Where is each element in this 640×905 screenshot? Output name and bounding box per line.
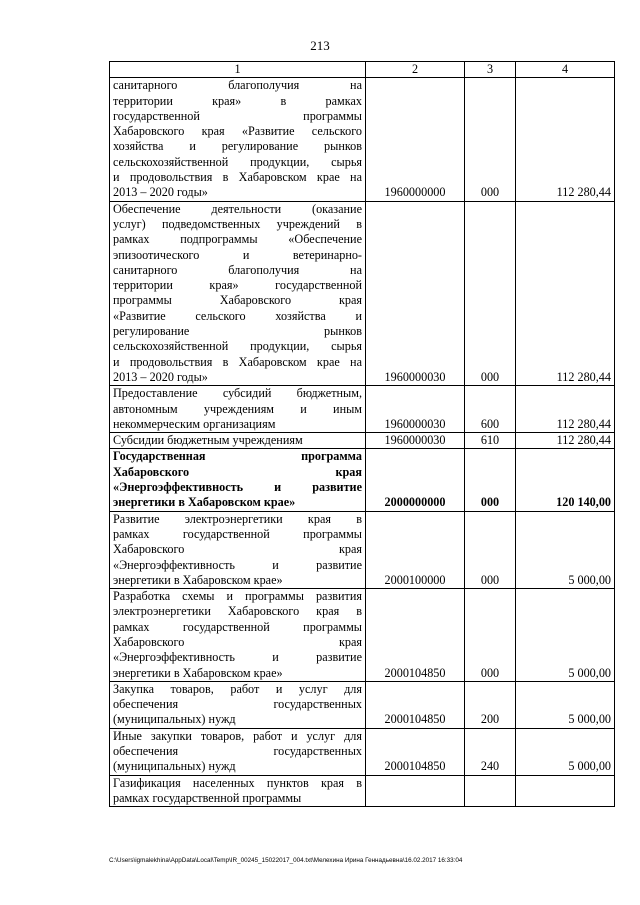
description-line: автономным учреждениям и иным: [113, 401, 362, 416]
row-code: 2000104850: [366, 589, 465, 682]
description-line: 2013 – 2020 годы»: [113, 369, 208, 384]
row-code: [366, 775, 465, 807]
description-line: «Энергоэффективность и развитие: [113, 480, 362, 495]
description-line: обеспечения государственных: [113, 697, 362, 712]
row-code: 1960000030: [366, 433, 465, 449]
table-row: [110, 775, 615, 807]
row-description: [110, 78, 366, 201]
row-amount: 112 280,44: [516, 201, 615, 386]
description-line: Газификация населенных пунктов края в: [113, 775, 362, 790]
table-row: [110, 589, 615, 682]
row-group: 000: [465, 201, 516, 386]
description-line: санитарного благополучия на: [113, 262, 362, 277]
description-line: сельскохозяйственной продукции, сырья: [113, 154, 362, 169]
row-group: 610: [465, 433, 516, 449]
table-row: [110, 201, 615, 386]
row-amount: 5 000,00: [516, 681, 615, 728]
row-code: 2000104850: [366, 681, 465, 728]
row-amount: 5 000,00: [516, 511, 615, 588]
row-description: [110, 386, 366, 433]
description-line: санитарного благополучия на: [113, 78, 362, 93]
row-code: 2000000000: [366, 449, 465, 511]
description-line: Хабаровского края: [113, 542, 362, 557]
description-line: регулирование рынков: [113, 324, 362, 339]
row-description: [110, 511, 366, 588]
description-line: и продовольствия в Хабаровском крае на: [113, 170, 362, 185]
description-line: Субсидии бюджетным учреждениям: [113, 433, 303, 448]
description-line: энергетики в Хабаровском крае»: [113, 495, 296, 510]
description-line: Закупка товаров, работ и услуг для: [113, 681, 362, 696]
file-path-footer: C:\Users\igmalekhina\AppData\Local\Temp\IR_00245_15022017_004.txt\Мелехина Ирина Геннадьевна\16.02.2017 16:33:04: [109, 857, 463, 864]
row-description: [110, 681, 366, 728]
row-amount: 112 280,44: [516, 386, 615, 433]
row-code: 2000104850: [366, 728, 465, 775]
description-line: Хабаровского края: [113, 464, 362, 479]
description-line: Иные закупки товаров, работ и услуг для: [113, 728, 362, 743]
row-group: 200: [465, 681, 516, 728]
description-line: «Энергоэффективность и развитие: [113, 650, 362, 665]
row-code: 2000100000: [366, 511, 465, 588]
description-line: территории края» в рамках: [113, 93, 362, 108]
table-body: [110, 78, 615, 807]
row-amount: 5 000,00: [516, 589, 615, 682]
description-line: электроэнергетики Хабаровского края в: [113, 604, 362, 619]
description-line: сельскохозяйственной продукции, сырья: [113, 339, 362, 354]
description-line: рамках государственной программы: [113, 790, 302, 805]
description-line: (муниципальных) нужд: [113, 759, 236, 774]
description-line: рамках государственной программы: [113, 526, 362, 541]
row-group: [465, 775, 516, 807]
description-line: Предоставление субсидий бюджетным,: [113, 386, 362, 401]
row-code: 1960000030: [366, 386, 465, 433]
description-line: рамках государственной программы: [113, 619, 362, 634]
description-line: Развитие электроэнергетики края в: [113, 511, 362, 526]
description-line: хозяйства и регулирование рынков: [113, 139, 362, 154]
table-row: [110, 728, 615, 775]
description-line: услуг) подведомственных учреждений в: [113, 216, 362, 231]
description-line: Хабаровского края: [113, 634, 362, 649]
description-line: государственной программы: [113, 108, 362, 123]
header-col-2: 2: [366, 62, 465, 78]
description-line: территории края» государственной: [113, 278, 362, 293]
row-amount: [516, 775, 615, 807]
row-description: [110, 775, 366, 807]
description-line: Хабаровского края «Развитие сельского: [113, 124, 362, 139]
row-description: [110, 449, 366, 511]
row-group: 000: [465, 589, 516, 682]
description-line: энергетики в Хабаровском крае»: [113, 572, 283, 587]
row-code: 1960000000: [366, 78, 465, 201]
header-col-1: 1: [110, 62, 366, 78]
description-line: некоммерческим организациям: [113, 416, 276, 431]
table-row: [110, 433, 615, 449]
table-row: [110, 386, 615, 433]
row-amount: 112 280,44: [516, 78, 615, 201]
row-amount: 5 000,00: [516, 728, 615, 775]
description-line: рамках подпрограммы «Обеспечение: [113, 232, 362, 247]
row-group: 240: [465, 728, 516, 775]
row-description: [110, 728, 366, 775]
row-amount: 120 140,00: [516, 449, 615, 511]
table-header-row: [110, 62, 615, 78]
description-line: Государственная программа: [113, 449, 362, 464]
description-line: Разработка схемы и программы развития: [113, 589, 362, 604]
row-description: [110, 433, 366, 449]
description-line: «Энергоэффективность и развитие: [113, 557, 362, 572]
description-line: обеспечения государственных: [113, 744, 362, 759]
row-description: [110, 201, 366, 386]
row-code: 1960000030: [366, 201, 465, 386]
table-row: [110, 511, 615, 588]
description-line: эпизоотического и ветеринарно-: [113, 247, 362, 262]
header-col-4: 4: [516, 62, 615, 78]
budget-table: [109, 61, 615, 807]
row-amount: 112 280,44: [516, 433, 615, 449]
table-row: [110, 449, 615, 511]
row-group: 000: [465, 449, 516, 511]
description-line: «Развитие сельского хозяйства и: [113, 308, 362, 323]
description-line: программы Хабаровского края: [113, 293, 362, 308]
header-col-3: 3: [465, 62, 516, 78]
row-group: 000: [465, 78, 516, 201]
description-line: 2013 – 2020 годы»: [113, 185, 208, 200]
row-description: [110, 589, 366, 682]
description-line: (муниципальных) нужд: [113, 712, 236, 727]
table-row: [110, 681, 615, 728]
description-line: Обеспечение деятельности (оказание: [113, 201, 362, 216]
description-line: энергетики в Хабаровском крае»: [113, 665, 283, 680]
table-row: [110, 78, 615, 201]
row-group: 600: [465, 386, 516, 433]
description-line: и продовольствия в Хабаровском крае на: [113, 354, 362, 369]
row-group: 000: [465, 511, 516, 588]
page-number: 213: [310, 38, 330, 53]
